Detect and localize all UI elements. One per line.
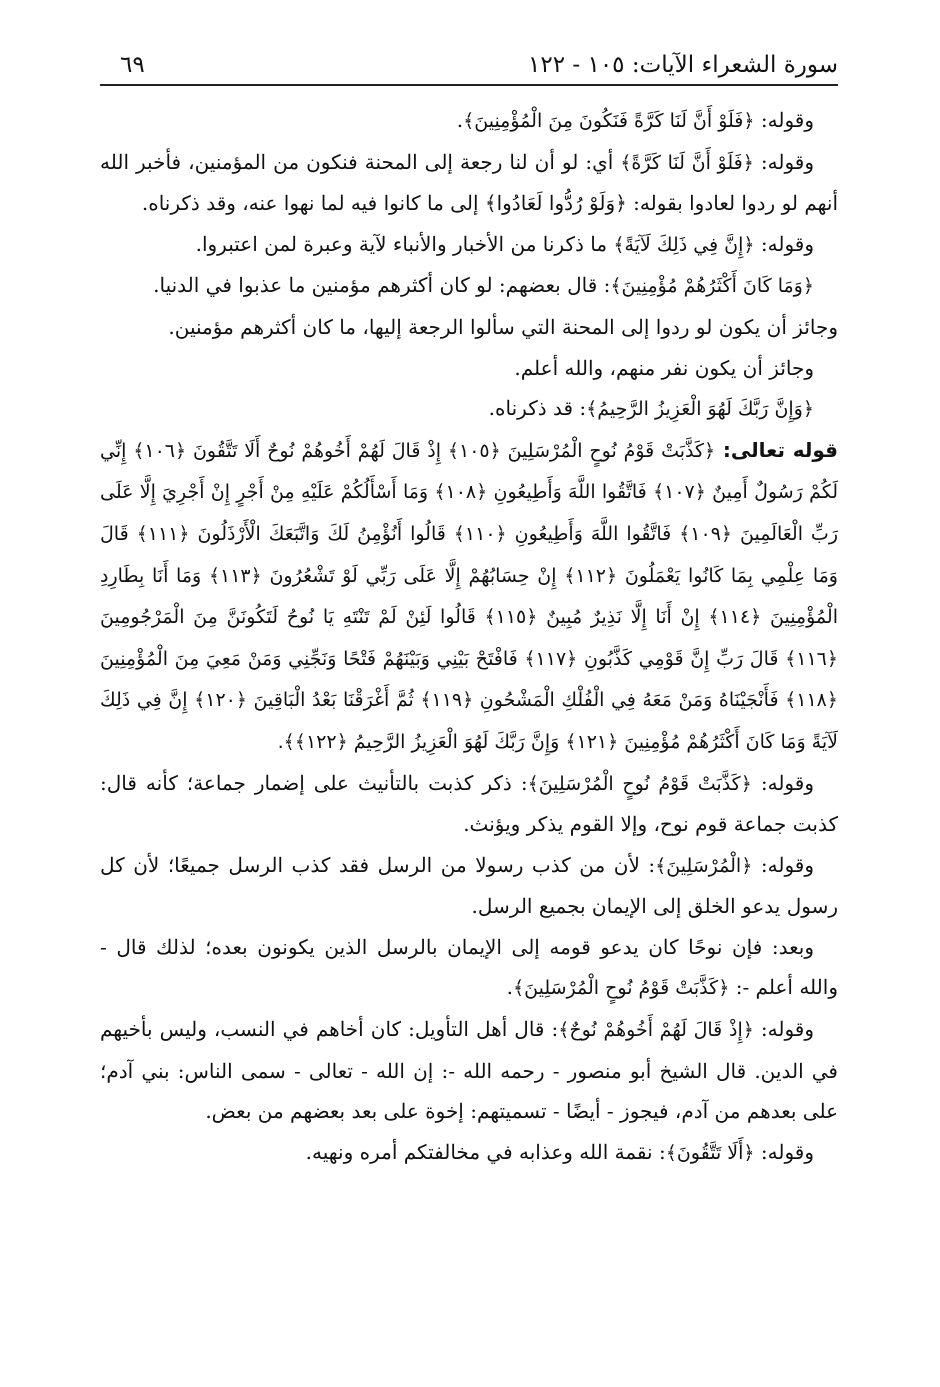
paragraph-8 [100,763,838,845]
paragraph-5 [100,307,838,348]
paragraph-rest: : ذكر كذبت بالتأنيث على إضمار جماعة؛ كأنه قال: كذبت جماعة قوم نوح، وإلا القوم يذكر ويؤنث. [100,770,838,837]
verses-label: قوله تعالى: [715,437,839,462]
quran-quote: ﴿كَذَّبَتْ قَوْمُ نُوحٍ الْمُرْسَلِينَ﴾ [527,772,752,795]
paragraph-rest: : قد ذكرناه. [488,396,587,421]
paragraph-6 [100,348,838,389]
page-header [100,48,838,86]
paragraph-9 [100,845,838,927]
quran-quote: ﴿أَلَا تَتَّقُونَ﴾ [665,1141,755,1164]
paragraph-rest: . [456,108,464,132]
paragraph-10 [100,927,838,1009]
verses-text: ﴿كَذَّبَتْ قَوْمُ نُوحٍ الْمُرْسَلِينَ ﴿١٠٥﴾ إِذْ قَالَ لَهُمْ أَخُوهُمْ نُوحٌ أَلَا تَتَّقُونَ ﴿١٠٦﴾ إِنِّي لَكُمْ رَسُولٌ أَمِينٌ ﴿١٠٧﴾ فَاتَّقُوا اللَّهَ وَأَطِيعُونِ ﴿١٠٨﴾ وَمَا أَسْأَلُكُمْ عَلَيْهِ مِنْ أَجْرٍ إِنْ أَجْرِيَ إِلَّا عَلَى رَبِّ الْعَالَمِينَ ﴿١٠٩﴾ فَاتَّقُوا اللَّهَ وَأَطِيعُونِ ﴿١١٠﴾ قَالُوا أَنُؤْمِنُ لَكَ وَاتَّبَعَكَ الْأَرْذَلُونَ ﴿١١١﴾ قَالَ وَمَا عِلْمِي بِمَا كَانُوا يَعْمَلُونَ ﴿١١٢﴾ إِنْ حِسَابُهُمْ إِلَّا عَلَى رَبِّي لَوْ تَشْعُرُونَ ﴿١١٣﴾ وَمَا أَنَا بِطَارِدِ الْمُؤْمِنِينَ ﴿١١٤﴾ إِنْ أَنَا إِلَّا نَذِيرٌ مُبِينٌ ﴿١١٥﴾ قَالُوا لَئِنْ لَمْ تَنْتَهِ يَا نُوحُ لَتَكُونَنَّ مِنَ الْمَرْجُومِينَ ﴿١١٦﴾ قَالَ رَبِّ إِنَّ قَوْمِي كَذَّبُونِ ﴿١١٧﴾ فَافْتَحْ بَيْنِي وَبَيْنَهُمْ فَتْحًا وَنَجِّنِي وَمَنْ مَعِيَ مِنَ الْمُؤْمِنِينَ ﴿١١٨﴾ فَأَنْجَيْنَاهُ وَمَنْ مَعَهُ فِي الْفُلْكِ الْمَشْحُونِ ﴿١١٩﴾ ثُمَّ أَغْرَقْنَا بَعْدُ الْبَاقِينَ ﴿١٢٠﴾ إِنَّ فِي ذَلِكَ لَآيَةً وَمَا كَانَ أَكْثَرُهُمْ مُؤْمِنِينَ ﴿١٢١﴾ وَإِنَّ رَبَّكَ لَهُوَ الْعَزِيزُ الرَّحِيمُ ﴿١٢٢﴾﴾. [100,439,839,753]
paragraph-rest: : قال بعضهم: لو كان أكثرهم مؤمنين ما عذبوا في الدنيا. [153,273,611,298]
paragraph-12 [100,1132,838,1174]
paragraph-rest: : قال أهل التأويل: كان أخاهم في النسب، وليس بأخيهم في الدين. قال الشيخ أبو منصور - رحمه الله -: إن الله - تعالى - سمى الناس: بني آدم؛ على بعدهم من آدم، فيجوز - أيضًا - تسميتهم: إخوة على بعد بعضهم من بعض. [100,1017,838,1124]
running-title: سورة الشعراء الآيات: ١٠٥ - ١٢٢ [528,52,838,78]
paragraph-lead: وجائز أن يكون لو ردوا إلى المحنة التي سألوا الرجعة إليها، ما كان أكثرهم مؤمنين. [168,314,838,339]
quran-quote: ﴿وَمَا كَانَ أَكْثَرُهُمْ مُؤْمِنِينَ﴾ [610,275,814,298]
paragraph-lead: وجائز أن يكون نفر منهم، والله أعلم. [514,355,814,380]
paragraph-lead: وقوله: [753,149,814,174]
paragraph-lead: وقوله: [751,770,814,795]
quran-quote: ﴿كَذَّبَتْ قَوْمُ نُوحٍ الْمُرْسَلِينَ﴾ [513,977,730,1000]
paragraph-lead: وقوله: [752,852,814,877]
paragraph-lead: وقوله: [754,231,814,256]
paragraph-7 [100,388,838,430]
paragraph-rest: . [506,975,514,1000]
paragraph-2 [100,142,838,224]
quran-quote: ﴿إِذْ قَالَ لَهُمْ أَخُوهُمْ نُوحٌ﴾ [558,1019,754,1042]
quran-quote: ﴿وَإِنَّ رَبَّكَ لَهُوَ الْعَزِيزُ الرَّحِيمُ﴾ [586,398,814,421]
quran-quote: ﴿فَلَوْ أَنَّ لَنَا كَرَّةً﴾ [620,151,754,174]
verses-block [100,430,838,763]
paragraph-lead: وقوله: [754,108,814,132]
paragraph-rest: : لأن من كذب رسولا من الرسل فقد كذب الرسل جميعًا؛ لأن كل رسول يدعو الخلق إلى الإيمان بجميع الرسل. [100,852,838,919]
paragraph-rest: : نقمة الله وعذابه في مخالفتكم أمره ونهيه. [305,1139,666,1164]
book-page [100,48,838,1173]
paragraph-3 [100,224,838,266]
paragraph-lead: وبعد: فإن نوحًا كان يدعو قومه إلى الإيمان بالرسل الذين يكونون بعده؛ لذلك قال - والله أعلم -: [100,934,838,1000]
page-number: ٦٩ [120,52,145,78]
paragraph-lead: وقوله: [754,1139,814,1164]
paragraph-1 [100,100,838,142]
paragraph-lead: وقوله: [753,1017,814,1042]
quran-quote: ﴿فَلَوْ أَنَّ لَنَا كَرَّةً فَنَكُونَ مِنَ الْمُؤْمِنِينَ﴾ [463,110,755,132]
paragraph-4 [100,265,838,307]
quran-quote: ﴿إِنَّ فِي ذَلِكَ لَآيَةً﴾ [613,233,755,256]
quran-quote: ﴿الْمُرْسَلِينَ﴾ [655,854,753,877]
paragraph-rest: أي: لو أن لنا رجعة إلى المحنة فنكون من المؤمنين، فأخبر الله أنهم لو ردوا لعادوا بقوله: ﴿وَلَوْ رُدُّوا لَعَادُوا﴾ إلى ما كانوا فيه لما نهوا عنه، وقد ذكرناه. [100,149,838,216]
paragraph-11 [100,1009,838,1132]
body-text [100,100,838,1173]
paragraph-rest: ما ذكرنا من الأخبار والأنباء لآية وعبرة لمن اعتبروا. [195,231,614,256]
